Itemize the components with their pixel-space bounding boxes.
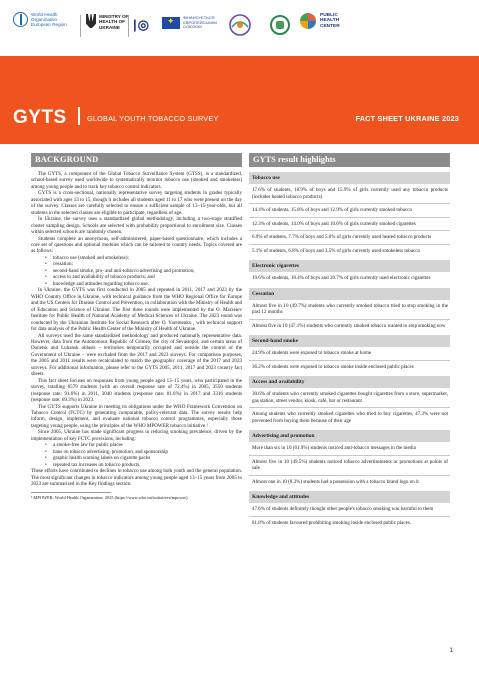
background-paragraph: These efforts have contributed to declines in tobacco use among both youth and the general population. The most significant changes in tobacco indicators among young people aged 13–15 years from 2005 to 2023 are summarized in the Key findings section. (31, 468, 242, 488)
title-banner (0, 56, 479, 144)
highlight-category: Advertising and promotion (249, 430, 450, 442)
highlight-item: Almost five in 10 (49.7%) students who currently smoked tobacco tried to stop smoking in the past 12 months (249, 303, 450, 320)
list-item: • cessation; (53, 261, 242, 268)
background-paragraph: GYTS is a cross-sectional, nationally representative survey targeting students in grades typically associated with ages 13 to 15, though it includes all students aged 11 to 17 who were present on the day of the survey. Classes are carefully selected to ensure a sufficient sample of 13–15-year-olds, but all students in the selected classes are eligible to participate, regardless of age. (31, 190, 242, 216)
footnote (31, 492, 189, 501)
provisions-list (53, 442, 242, 468)
highlight-category: Cessation (249, 288, 450, 300)
who-logo-text: World Health Organization European Region (31, 12, 67, 28)
logo-divider (80, 15, 81, 37)
highlight-item: 12.3% of students, 14.0% of boys and 10.6% of girls currently smoked cigarettes (249, 221, 450, 232)
highlight-category: Second-hand smoke (249, 335, 450, 347)
topics-list (53, 255, 242, 288)
highlight-item: Almost five in 10 (49.5%) students noticed tobacco advertisements or promotions at points of sale (249, 459, 450, 476)
phc-logo (300, 13, 350, 29)
io-logo-icon: |◎ (133, 17, 150, 32)
highlight-item: 17.6% of students, 18.9% of boys and 15.9% of girls currently used any tobacco products (includes heated tobacco products) (249, 187, 450, 204)
institute-logo-icon (227, 13, 253, 37)
footnote-text: ¹ MPOWER. World Health Organization; 2025 (https://www.who.int/initiatives/mpower). (31, 494, 189, 500)
list-item: • access to and availability of tobacco products; and (53, 274, 242, 281)
highlight-item: 36.2% of students were exposed to tobacco smoke inside enclosed public places (252, 363, 414, 370)
list-item: • knowledge and attitudes regarding tobacco use. (53, 281, 242, 288)
highlight-item: More than six in 10 (61.9%) students noticed anti-tobacco messages in the media (249, 445, 450, 456)
phc-mark-icon (300, 13, 316, 29)
background-paragraph: Since 2005, Ukraine has made significant progress in reducing smoking prevalence, driven by the implementation of key FCTC provisions, including: (31, 429, 242, 442)
list-item: • repeated tax increases on tobacco products. (53, 462, 242, 469)
highlight-category: Electronic cigarettes (249, 260, 450, 272)
list-item: • a smoke-free law for public places (53, 442, 242, 449)
highlight-item: 30.6% of students who currently smoked cigarettes bought cigarettes from a store, supermarket, gas station, street vendor, kiosk, café, bar or restaurant (249, 391, 450, 408)
background-paragraph: All surveys used the same standardized methodology and produced nationally representative data. However, data from the Autonomous Republic of Crimea, the city of Sevastopol, and certain areas of Donetsk and Luhansk oblasts – territories temporarily occupied and outside the control of the Government of Ukraine – were excluded from the 2017 and 2023 surveys. For comparison purposes, the 2005 and 2011 results were recalculated to match the geographic coverage of the 2017 and 2023 surveys. For additional information, please refer to the GYTS 2005, 2011, 2017 and 2023 country fact sheets. (31, 332, 242, 378)
highlight-item: Almost one in 10 (8.3%) students had a possession with a tobacco brand logo on it (252, 478, 419, 485)
trident-icon (86, 14, 96, 28)
eu-logo (162, 16, 225, 30)
phc-logo-text: PUBLIC HEALTH CENTER (320, 13, 340, 29)
highlight-category: Access and availability (249, 376, 450, 388)
highlight-item: 47.6% of students definitely thought other people's tobacco smoking was harmful to them (249, 506, 450, 517)
who-logo (13, 12, 73, 28)
list-item: • second-hand smoke, pro- and anti-tobacco advertising and promotion; (53, 268, 242, 275)
list-item: • bans on tobacco advertising, promotion, and sponsorship (53, 449, 242, 456)
partner-logo-icon (270, 15, 290, 35)
list-item: • graphic health warning labels on cigarette packs (53, 455, 242, 462)
background-paragraph: The GYTS, a component of the Global Tobacco Surveillance System (GTSS), is a standardized, school-based survey used worldwide to systematically monitor tobacco use (smoked and smokeless) among young people and to track key tobacco control indicators. (31, 171, 242, 190)
highlight-item: Almost five in 10 (47.1%) students who currently smoked tobacco wanted to stop smoking now (252, 322, 446, 329)
highlight-item: 81.8% of students favoured prohibiting smoking inside enclosed public places. (252, 519, 412, 526)
highlights-section (249, 153, 450, 532)
highlight-item: Among students who currently smoked cigarettes who tried to buy cigarettes, 47.3% were not prevented from buying them because of their age (252, 411, 448, 424)
moh-logo-text: MINISTRY OF HEALTH OF UKRAINE (99, 14, 129, 30)
background-section (31, 153, 242, 500)
background-paragraph: The GYTS supports Ukraine in meeting its obligations under the WHO Framework Convention on Tobacco Control (FCTC) by generating comparable, policy-relevant data. The survey results help inform, design, implement, and evaluate national tobacco control programmes, especially those targeting young people, using the principles of the WHO MPOWER tobacco initiative.¹ (31, 403, 242, 429)
highlight-category: Knowledge and attitudes (249, 491, 450, 503)
highlights-heading: GYTS result highlights (249, 153, 450, 167)
background-paragraph: Students complete an anonymous, self-administered, paper-based questionnaire, which includes a core set of questions and optional modules which can be tailored to country needs. Topics covered are as follows: (31, 235, 242, 255)
banner-title: GYTS (13, 107, 67, 128)
banner-subtitle: GLOBAL YOUTH TOBACCO SURVEY (87, 114, 219, 123)
highlight-item: 6.9% of students, 7.7% of boys and 5.8% of girls currently used heated tobacco products (249, 234, 450, 245)
banner-divider (78, 107, 80, 125)
highlight-category: Tobacco use (249, 172, 450, 184)
highlight-item: 19.6% of students, 18.4% of boys and 20.7% of girls currently used electronic cigarettes (252, 275, 431, 281)
background-paragraph: In Ukraine, the survey uses a standardized global methodology, including a two-stage stratified cluster sampling design. Schools are selected with probability proportional to enrollment size. Classes within selected schools are randomly chosen. (31, 216, 242, 236)
background-paragraph: This fact sheet focuses on responses from young people aged 13–15 years, who participated in the survey, totalling 6579 students (with an overall response rate of 72.4%) in 2005, 3550 students (response rate: 91.6%) in 2011, 3040 students (response rate: 81.6%) in 2017 and 3316 students (response rate: 69.3%) in 2023. (31, 377, 242, 404)
page-number: 1 (449, 648, 453, 654)
eu-flag-icon (162, 17, 180, 29)
logo-divider (128, 15, 129, 37)
highlight-item: 14.4% of students, 15.8% of boys and 12.9% of girls currently smoked tobacco (249, 207, 450, 218)
list-item: • tobacco use (smoked and smokeless); (53, 255, 242, 262)
eu-logo-text: ФІНАНСУЄТЬСЯ ЄВРОПЕЙСЬКИМ СОЮЗОМ (183, 15, 217, 30)
background-paragraph: In Ukraine, the GYTS was first conducted in 2005 and repeated in 2011, 2017 and 2023 by the WHO Country Office in Ukraine, with technical guidance from the WHO Regional Office for Europe and the US Centers for Disease Control and Prevention, in collaboration with the Ministry of Health and of Education and Science of Ukraine. The first three rounds were implemented by the O. Marzeiev Institute for Public Health of National Academy of Medical Sciences of Ukraine. The 2023 round was conducted by the Ukrainian Institute for Social Research after O. Yaremenko , with technical support for data analysis of the Public Health Center of the Ministry of Health of Ukraine. (31, 287, 242, 333)
banner-fact-sheet-label: FACT SHEET UKRAINE 2023 (355, 114, 459, 123)
who-emblem-icon (13, 12, 28, 27)
highlight-item: 5.1% of students, 6.8% of boys and 3.5% of girls currently used smokeless tobacco (252, 247, 421, 254)
background-heading: BACKGROUND (31, 153, 242, 167)
moh-logo (86, 14, 139, 30)
logo-strip (0, 0, 479, 52)
highlight-item: 24.9% of students were exposed to tobacco smoke at home (249, 350, 450, 361)
